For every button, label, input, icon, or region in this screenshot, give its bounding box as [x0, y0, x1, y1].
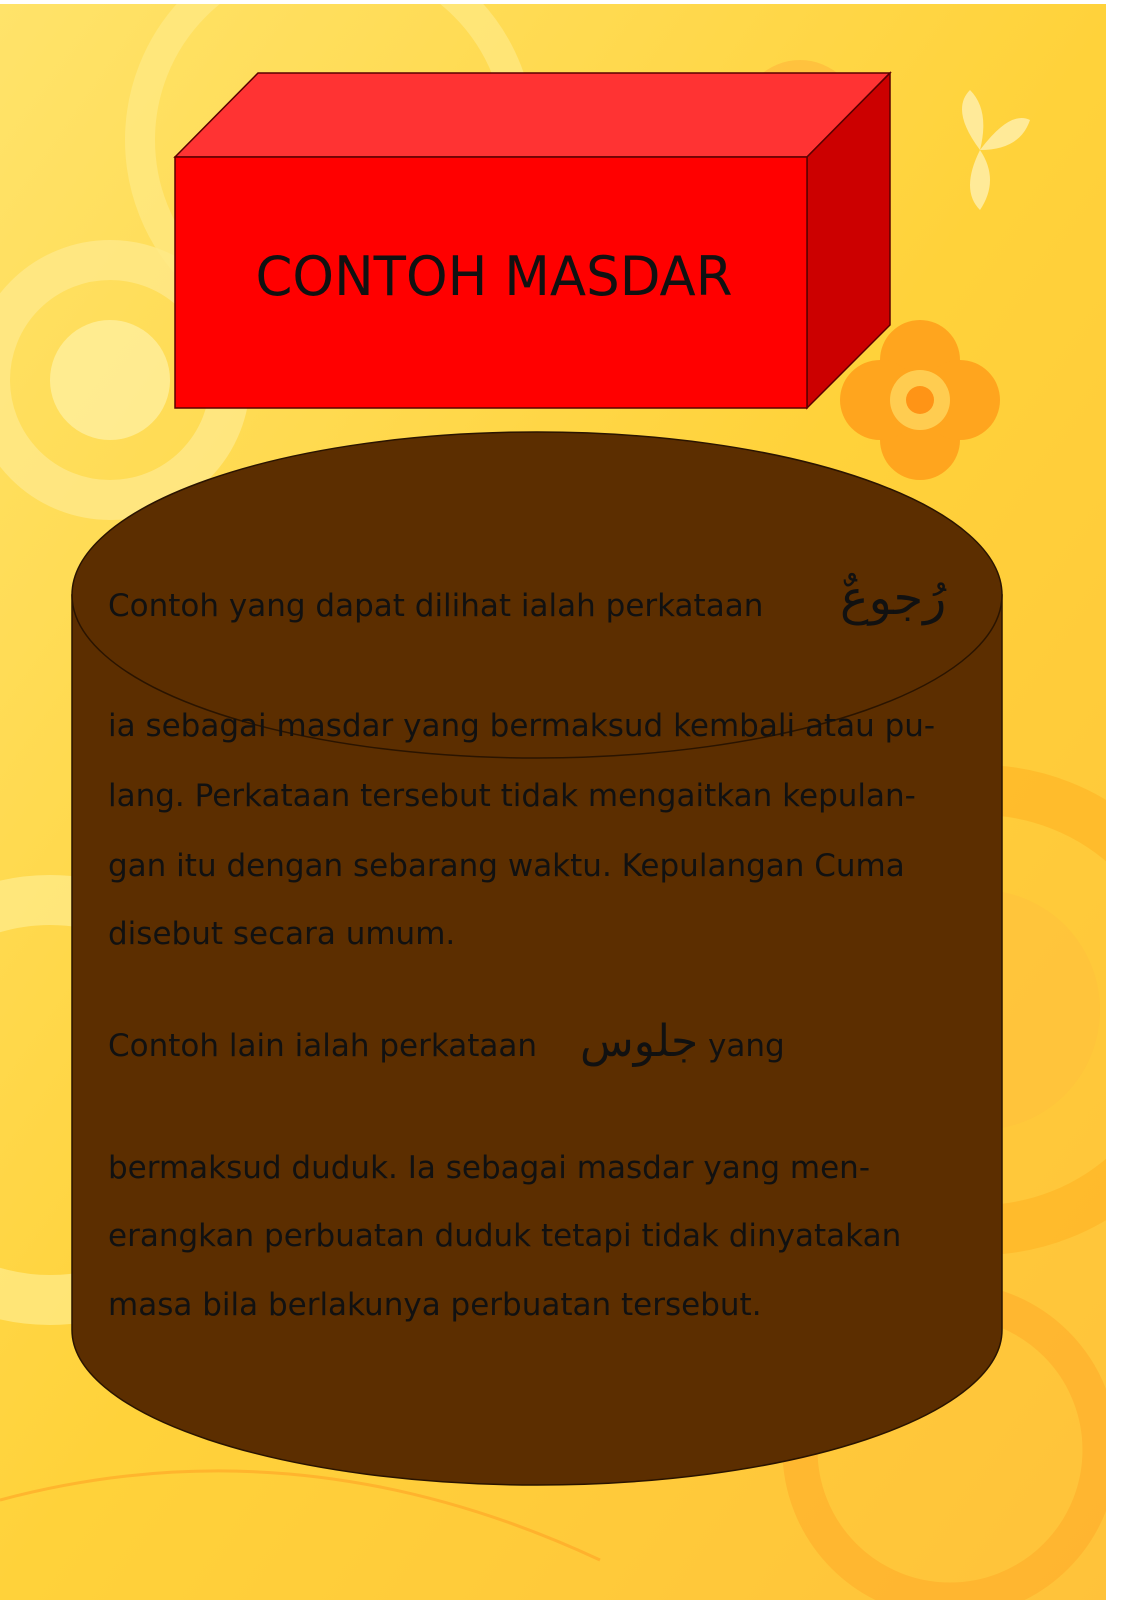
paragraph1-line-2: lang. Perkataan tersebut tidak mengaitkan kepulan-	[108, 778, 916, 814]
paragraph2-intro: Contoh lain ialah perkataan	[108, 1028, 538, 1064]
paragraph1-intro: Contoh yang dapat dilihat ialah perkataan	[108, 588, 764, 624]
paragraph2-line-2: erangkan perbuatan duduk tetapi tidak dinyatakan	[108, 1218, 902, 1254]
arabic-word-juluus: جلوس	[580, 1016, 699, 1067]
top-border	[0, 0, 1131, 4]
paragraph1-line-1: ia sebagai masdar yang bermaksud kembali atau pu-	[108, 708, 936, 744]
paragraph2-after-word: yang	[708, 1028, 785, 1064]
page-title: CONTOH MASDAR	[255, 245, 733, 308]
paragraph1-line-4: disebut secara umum.	[108, 916, 456, 952]
right-border	[1106, 0, 1131, 1600]
arabic-word-rujuu: رُجوعٌ	[840, 570, 947, 626]
paragraph2-line-3: masa bila berlakunya perbuatan tersebut.	[108, 1287, 762, 1323]
paragraph1-line-3: gan itu dengan sebarang waktu. Kepulangan Cuma	[108, 848, 905, 884]
paragraph2-line-1: bermaksud duduk. Ia sebagai masdar yang men-	[108, 1150, 871, 1186]
